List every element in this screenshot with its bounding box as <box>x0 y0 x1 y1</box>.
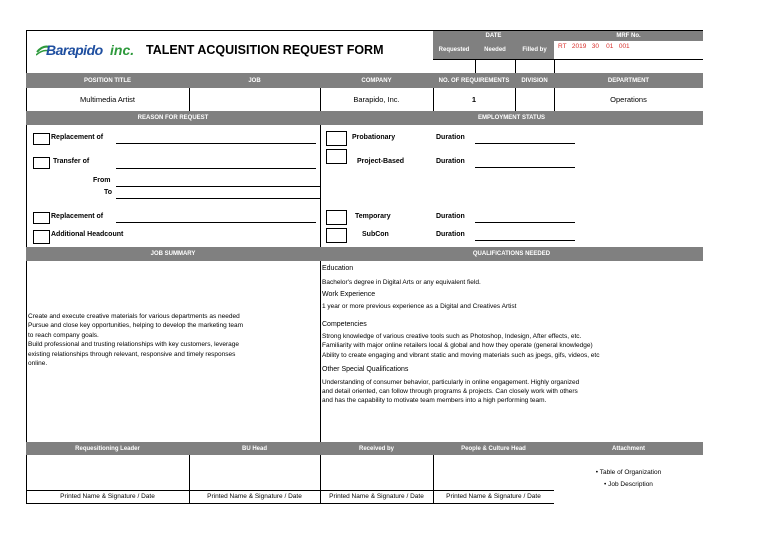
experience-text: 1 year or more previous experience as a Digital and Creatives Artist <box>322 303 517 311</box>
border <box>433 59 703 60</box>
job-summary-line: to reach company goals. <box>28 331 99 339</box>
project-based-label: Project-Based <box>357 158 405 165</box>
attachment-item[interactable]: • Job Description <box>604 481 653 488</box>
requirements-header: NO. OF REQUIREMENTS <box>433 73 515 88</box>
replacement-field[interactable] <box>116 133 316 144</box>
replacement-label: Replacement of <box>51 134 104 141</box>
date-header: DATE <box>433 30 554 41</box>
transfer-label: Transfer of <box>53 158 90 165</box>
date-needed-header: Needed <box>475 41 515 59</box>
border <box>475 59 476 73</box>
job-value[interactable] <box>189 88 320 111</box>
qualifications-header: QUALIFICATIONS NEEDED <box>320 247 703 261</box>
border <box>515 59 516 73</box>
transfer-field[interactable] <box>116 158 316 169</box>
company-logo <box>36 42 142 60</box>
replacement-2-label: Replacement of <box>51 213 104 220</box>
replacement-2-field[interactable] <box>116 212 316 223</box>
replacement-2-checkbox[interactable] <box>33 212 50 224</box>
position-title-header: POSITION TITLE <box>26 73 189 88</box>
competency-line: Strong knowledge of various creative tools such as Photoshop, Indesign, After effects, etc. <box>322 333 582 341</box>
border <box>554 59 555 73</box>
bu-head-header: BU Head <box>189 442 320 455</box>
requesitioning-leader-signature-field[interactable] <box>26 455 189 490</box>
received-by-header: Received by <box>320 442 433 455</box>
subcon-duration-label: Duration <box>436 231 465 238</box>
job-summary-text <box>28 312 318 368</box>
education-text: Bachelor's degree in Digital Arts or any equivalent field. <box>322 279 481 287</box>
people-culture-head-header: People & Culture Head <box>433 442 554 455</box>
border <box>26 30 703 31</box>
department-value[interactable]: Operations <box>610 95 647 104</box>
form-title: TALENT ACQUISITION REQUEST FORM <box>146 43 384 57</box>
education-title: Education <box>322 265 354 272</box>
project-based-duration-field[interactable] <box>475 157 575 168</box>
probationary-duration-field[interactable] <box>475 133 575 144</box>
border <box>320 455 321 503</box>
reason-header: REASON FOR REQUEST <box>26 111 320 125</box>
department-header: DEPARTMENT <box>554 73 703 88</box>
border <box>26 503 554 504</box>
subcon-checkbox[interactable] <box>326 228 347 243</box>
project-based-checkbox[interactable] <box>326 149 347 164</box>
received-by-signature-field[interactable] <box>320 455 433 490</box>
job-header: JOB <box>189 73 320 88</box>
border <box>320 125 321 247</box>
date-filled-by-header: Filled by <box>515 41 554 59</box>
position-title-value[interactable]: Multimedia Artist <box>79 95 136 104</box>
other-qualification-line: Understanding of consumer behavior, particularly in online engagement. Highly organized <box>322 378 580 386</box>
additional-headcount-label: Additional Headcount <box>51 231 124 238</box>
job-summary-line: online. <box>28 360 48 368</box>
requesitioning-leader-header: Requesitioning Leader <box>26 442 189 455</box>
job-summary-line: Create and execute creative materials for various departments as needed <box>28 313 240 320</box>
signature-caption: Printed Name & Signature / Date <box>60 493 155 500</box>
attachment-item[interactable]: • Table of Organization <box>595 469 662 476</box>
requirements-value[interactable]: 1 <box>471 95 477 104</box>
probationary-duration-label: Duration <box>436 134 465 141</box>
other-qualifications-title: Other Special Qualifications <box>322 366 409 374</box>
border <box>554 88 555 111</box>
from-label: From <box>93 177 111 184</box>
border <box>515 88 516 111</box>
temporary-label: Temporary <box>355 213 391 220</box>
attachment-header: Attachment <box>554 442 703 455</box>
to-field[interactable] <box>116 188 320 199</box>
temporary-duration-label: Duration <box>436 213 465 220</box>
temporary-checkbox[interactable] <box>326 210 347 225</box>
replacement-checkbox[interactable] <box>33 133 50 145</box>
competency-line: Ability to create engaging and vibrant static and moving materials such as jpegs, gifs, videos, etc <box>322 351 600 359</box>
date-requested-header: Requested <box>433 41 475 59</box>
border <box>320 261 321 442</box>
border <box>189 88 190 111</box>
additional-headcount-checkbox[interactable] <box>33 230 50 244</box>
company-header: COMPANY <box>320 73 433 88</box>
probationary-checkbox[interactable] <box>326 131 347 146</box>
subcon-duration-field[interactable] <box>475 230 575 241</box>
transfer-checkbox[interactable] <box>33 157 50 169</box>
probationary-label: Probationary <box>352 134 396 141</box>
date-requested-field[interactable] <box>433 59 475 73</box>
signature-caption: Printed Name & Signature / Date <box>329 493 424 500</box>
competency-line: Familiarity with major online retailers local & global and how they operate (general knowledge) <box>322 342 593 350</box>
people-culture-signature-field[interactable] <box>433 455 554 490</box>
logo-suffix-text: inc. <box>110 42 135 58</box>
job-summary-line: Build professional and trusting relationships with key customers, leverage <box>28 341 239 349</box>
temporary-duration-field[interactable] <box>475 212 575 223</box>
division-value[interactable] <box>515 88 554 111</box>
subcon-label: SubCon <box>362 231 389 238</box>
signature-caption: Printed Name & Signature / Date <box>446 493 541 500</box>
border <box>189 455 190 503</box>
logo-brand-text: Barapido <box>46 42 103 58</box>
border <box>26 490 554 491</box>
attachment-list <box>554 467 703 491</box>
company-value[interactable]: Barapido, Inc. <box>353 95 400 104</box>
other-qualification-line: and has the capability to motivate team members into a high performing team. <box>322 397 547 405</box>
to-label: To <box>104 189 113 196</box>
border <box>433 455 434 503</box>
mrf-header: MRF No. <box>554 30 703 41</box>
employment-header: EMPLOYMENT STATUS <box>320 111 703 125</box>
competencies-title: Competencies <box>322 320 367 328</box>
other-qualification-line: and detail oriented, can follow through programs & projects. Can closely work with others <box>322 388 578 396</box>
experience-title: Work Experience <box>322 290 376 298</box>
job-summary-line: Pursue and close key opportunities, helping to develop the marketing team <box>28 322 243 330</box>
project-based-duration-label: Duration <box>436 158 465 165</box>
signature-caption: Printed Name & Signature / Date <box>207 493 302 500</box>
qualifications-text <box>322 264 702 406</box>
job-summary-line: existing relationships through relevant, responsive and timely responses <box>28 350 236 358</box>
border <box>433 88 434 111</box>
date-filled-by-field[interactable] <box>515 59 554 73</box>
date-needed-field[interactable] <box>475 59 515 73</box>
bu-head-signature-field[interactable] <box>189 455 320 490</box>
from-field[interactable] <box>116 176 320 187</box>
division-header: DIVISION <box>515 73 554 88</box>
border <box>320 88 321 111</box>
job-summary-header: JOB SUMMARY <box>26 247 320 261</box>
mrf-number: RT 2019 30 01 001 <box>558 43 630 50</box>
